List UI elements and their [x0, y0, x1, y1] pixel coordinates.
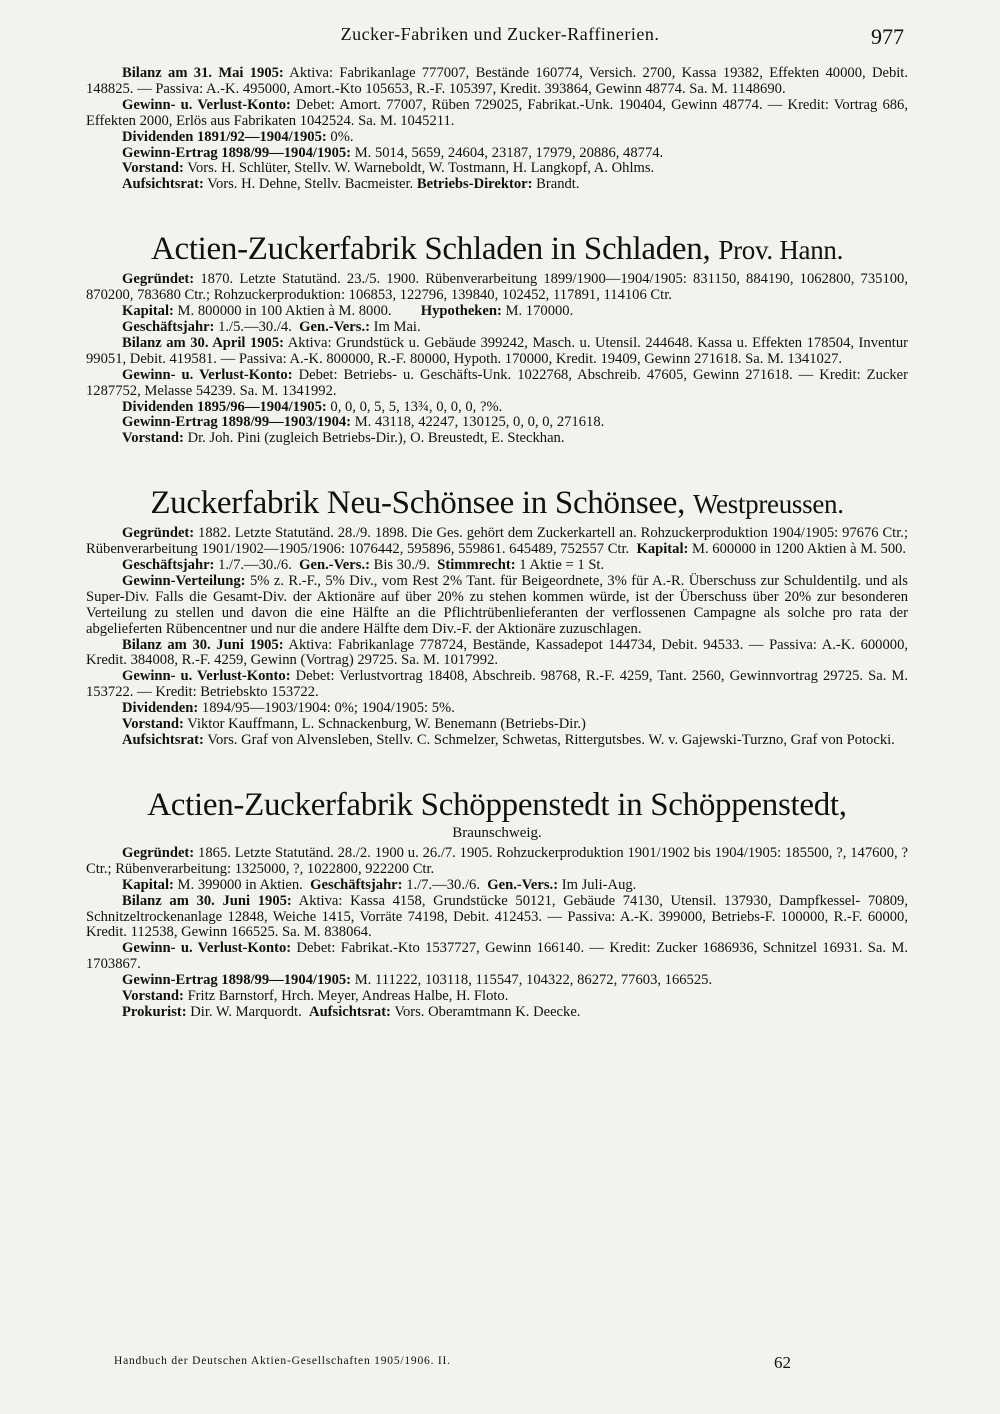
- company-sublocation: Braunschweig.: [452, 824, 542, 841]
- company-heading: Actien-Zuckerfabrik Schladen in Schladen, Prov. Hann.: [150, 231, 844, 268]
- entry-paragraph: Gegründet: 1865. Letzte Statutänd. 28./2. 1900 u. 26./7. 1905. Rohzuckerproduktion 1901/1902 bis 1904/1905: 185500, ?, 147600, ? Ctr.; Rübenverarbeitung: 1325000, ?, 1022800, 922200 Ctr.: [86, 844, 908, 877]
- company-heading: Zuckerfabrik Neu-Schönsee in Schönsee, Westpreussen.: [150, 485, 844, 522]
- entry-paragraph: Dividenden 1895/96—1904/1905: 0, 0, 0, 5, 5, 13¾, 0, 0, 0, ?%.: [122, 398, 503, 415]
- company-entry-neu-schoensee: [86, 485, 908, 749]
- entry-paragraph: Dividenden 1891/92—1904/1905: 0%.: [122, 128, 354, 145]
- entry-paragraph: Geschäftsjahr: 1./5.—30./4. Gen.-Vers.: Im Mai.: [122, 318, 421, 335]
- page-content: [86, 66, 908, 1021]
- footer-signature-number: 62: [774, 1353, 791, 1372]
- entry-paragraph: Vorstand: Viktor Kauffmann, L. Schnackenburg, W. Benemann (Betriebs-Dir.): [122, 716, 586, 733]
- entry-paragraph: Aufsichtsrat: Vors. Graf von Alvensleben, Stellv. C. Schmelzer, Schwetas, Rittergutsbes. W. v. Gajewski-Turzno, Graf von Potocki.: [122, 732, 895, 748]
- entry-paragraph: Vorstand: Vors. H. Schlüter, Stellv. W. Warneboldt, W. Tostmann, H. Langkopf, A. Ohlms.: [122, 160, 655, 177]
- running-title: Zucker-Fabriken und Zucker-Raffinerien.: [340, 24, 660, 44]
- entry-paragraph: Vorstand: Dr. Joh. Pini (zugleich Betriebs-Dir.), O. Breustedt, E. Steckhan.: [122, 430, 565, 447]
- entry-paragraph: Vorstand: Fritz Barnstorf, Hrch. Meyer, Andreas Halbe, H. Floto.: [122, 988, 509, 1005]
- entry-paragraph: Aufsichtsrat: Vors. H. Dehne, Stellv. Bacmeister. Betriebs-Direktor: Brandt.: [122, 176, 580, 193]
- entry-paragraph: Gewinn-Ertrag 1898/99—1904/1905: M. 111222, 103118, 115547, 104322, 86272, 77603, 166525.: [122, 972, 713, 989]
- running-header: [0, 16, 1000, 52]
- entry-paragraph: Dividenden: 1894/95—1903/1904: 0%; 1904/1905: 5%.: [122, 700, 455, 717]
- entry-paragraph: Gewinn-Ertrag 1898/99—1904/1905: M. 5014, 5659, 24604, 23187, 17979, 20886, 48774.: [122, 144, 664, 161]
- entry-paragraph: Gegründet: 1870. Letzte Statutänd. 23./5. 1900. Rübenverarbeitung 1899/1900—1904/1905: 831150, 884190, 1062800, 735100, 870200, 783680 Ctr.; Rohzuckerproduktion: 106853, 122796, 139840, 102452, 117891, 114106 Ctr.: [86, 271, 908, 304]
- entry-paragraph: Bilanz am 30. April 1905: Aktiva: Grundstück u. Gebäude 399242, Masch. u. Utensil. 244648. Kassa u. Effekten 178504, Inventur 99051, Debit. 419581. — Passiva: A.-K. 800000, R.-F. 80000, Hypoth. 170000, Kredit. 19409, Gewinn 271618. Sa. M. 1341027.: [86, 334, 908, 367]
- page-footer: [114, 1355, 1000, 1379]
- entry-paragraph: Bilanz am 30. Juni 1905: Aktiva: Kassa 4158, Grundstücke 50121, Gebäude 74130, Utensil. 137930, Dampfkessel- 70809, Schnitzeltrockenanlage 12848, Weiche 1415, Vorräte 74198, Debit. 412453. — Passiva: A.-K. 399000, Betriebs-F. 100000, R.-F. 60000, Kredit. 112538, Gewinn 166525. Sa. M. 838064.: [86, 892, 909, 941]
- company-entry-schladen: [86, 231, 908, 447]
- entry-paragraph: Gewinn- u. Verlust-Konto: Debet: Fabrikat.-Kto 1537727, Gewinn 166140. — Kredit: Zucker 1686936, Schnitzel 16931. Sa. M. 1703867.: [86, 940, 908, 973]
- footer-title: Handbuch der Deutschen Aktien-Gesellschaften 1905/1906. II.: [114, 1355, 451, 1367]
- page-number: 977: [871, 24, 904, 49]
- entry-paragraph: Kapital: M. 399000 in Aktien. Geschäftsjahr: 1./7.—30./6. Gen.-Vers.: Im Juli-Aug.: [122, 876, 637, 893]
- entry-paragraph: Prokurist: Dir. W. Marquordt. Aufsichtsrat: Vors. Oberamtmann K. Deecke.: [122, 1003, 581, 1020]
- entry-paragraph: Geschäftsjahr: 1./7.—30./6. Gen.-Vers.: Bis 30./9. Stimmrecht: 1 Aktie = 1 St.: [122, 557, 605, 574]
- entry-paragraph: Gewinn- u. Verlust-Konto: Debet: Amort. 77007, Rüben 729025, Fabrikat.-Unk. 190404, Gewinn 48774. — Kredit: Vortrag 686, Effekten 2000, Erlös aus Fabrikaten 1042524. Sa. M. 1045211.: [86, 96, 908, 129]
- entry-paragraph: Kapital: M. 800000 in 100 Aktien à M. 8000. Hypotheken: M. 170000.: [122, 303, 574, 320]
- entry-paragraph: Bilanz am 30. Juni 1905: Aktiva: Fabrikanlage 778724, Bestände, Kassadepot 144734, Debit. 94533. — Passiva: A.-K. 600000, Kredit. 384008, R.-F. 4259, Gewinn (Vortrag) 29725. Sa. M. 1017992.: [86, 636, 909, 669]
- entry-paragraph: Gegründet: 1882. Letzte Statutänd. 28./9. 1898. Die Ges. gehört dem Zuckerkartell an. Rohzuckerproduktion 1904/1905: 97676 Ctr.; Rübenverarbeitung 1901/1902—1905/1906: 1076442, 595896, 559861. 645489, 752557 Ctr. Kapital: M. 600000 in 1200 Aktien à M. 500.: [86, 525, 908, 558]
- entry-paragraph: Gewinn- u. Verlust-Konto: Debet: Verlustvortrag 18408, Abschreib. 98768, R.-F. 4259, Tant. 2560, Gewinnvortrag 29725. Sa. M. 153722. — Kredit: Betriebskto 153722.: [86, 668, 908, 701]
- entry-paragraph: Gewinn- u. Verlust-Konto: Debet: Betriebs- u. Geschäfts-Unk. 1022768, Abschreib. 47605, Gewinn 271618. — Kredit: Zucker 1287752, Melasse 54239. Sa. M. 1341992.: [86, 366, 908, 399]
- entry-paragraph: Gewinn-Ertrag 1898/99—1903/1904: M. 43118, 42247, 130125, 0, 0, 0, 271618.: [122, 414, 605, 431]
- entry-paragraph: Bilanz am 31. Mai 1905: Aktiva: Fabrikanlage 777007, Bestände 160774, Versich. 2700, Kassa 19382, Effekten 40000, Debit. 148825. — Passiva: A.-K. 495000, Amort.-Kto 105653, R.-F. 105397, Kredit. 393864, Gewinn 48774. Sa. M. 1148690.: [86, 65, 909, 97]
- company-heading: Actien-Zuckerfabrik Schöppenstedt in Schöppenstedt,: [147, 786, 847, 823]
- previous-entry-continuation: [86, 66, 908, 193]
- entry-paragraph: Gewinn-Verteilung: 5% z. R.-F., 5% Div., vom Rest 2% Tant. für Beigeordnete, 3% für A.-R. Überschuss zur Schuldentilg. und als Super-Div. Falls die Gesamt-Div. der Aktionäre auf über 20% zu stehen kommen würde, ist der Überschuss über 20% zur besonderen Verteilung zu stellen und davon die eine Hälfte an die Pflichtrübenlieferanten der verflossenen Campagne als solche pro rata der abgelieferten Rübencentner und nur die andere Hälfte dem Div.-F. der Aktionäre zuzuschlagen.: [86, 572, 908, 637]
- company-entry-schoeppenstedt: [86, 787, 908, 1021]
